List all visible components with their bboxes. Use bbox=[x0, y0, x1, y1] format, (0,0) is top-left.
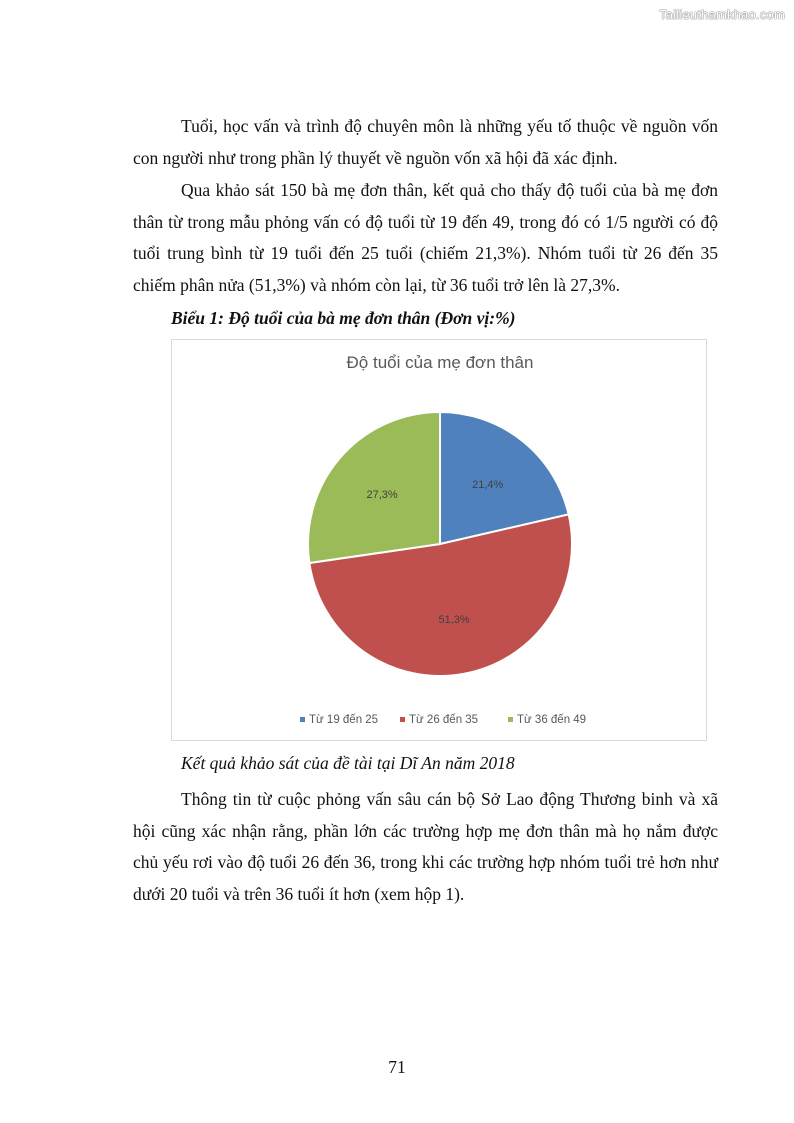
legend-label: Từ 19 đến 25 bbox=[309, 714, 379, 726]
paragraph-1: Tuổi, học vấn và trình độ chuyên môn là những yếu tố thuộc về nguồn vốn con người như trong phần lý thuyết về nguồn vốn xã hội đã xác định. bbox=[133, 116, 718, 168]
chart-legend bbox=[300, 714, 586, 726]
pie-slices bbox=[308, 412, 572, 676]
pie-slice bbox=[308, 412, 440, 563]
page-number: 71 bbox=[388, 1057, 406, 1077]
legend-label: Từ 26 đến 35 bbox=[409, 714, 479, 726]
pie-chart bbox=[171, 339, 707, 741]
legend-swatch bbox=[400, 717, 405, 722]
pie-data-label: 27,3% bbox=[366, 488, 398, 501]
pie-data-label: 21,4% bbox=[472, 479, 504, 492]
pie-data-label: 51,3% bbox=[438, 614, 470, 627]
pie-chart-svg bbox=[172, 340, 708, 742]
legend-swatch bbox=[508, 717, 513, 722]
legend-label: Từ 36 đến 49 bbox=[517, 714, 587, 726]
figure-source: Kết quả khảo sát của đề tài tại Dĩ An năm 2018 bbox=[181, 753, 515, 773]
paragraph-2: Qua khảo sát 150 bà mẹ đơn thân, kết quả cho thấy độ tuổi của bà mẹ đơn thân từ trong mẫu phỏng vấn có độ tuổi từ 19 đến 49, trong đó có 1/5 người có độ tuổi trung bình từ 19 tuổi đến 25 tuổi (chiếm 21,3%). Nhóm tuổi từ 26 đến 35 chiếm phân nửa (51,3%) và nhóm còn lại, từ 36 tuổi trở lên là 27,3%. bbox=[133, 180, 718, 295]
figure-caption: Biểu 1: Độ tuổi của bà mẹ đơn thân (Đơn vị:%) bbox=[171, 308, 516, 328]
watermark: Tailieuthamkhao.com bbox=[659, 7, 785, 22]
chart-title: Độ tuổi của mẹ đơn thân bbox=[346, 353, 534, 372]
legend-swatch bbox=[300, 717, 305, 722]
paragraph-3: Thông tin từ cuộc phỏng vấn sâu cán bộ Sở Lao động Thương binh và xã hội cũng xác nhận rằng, phần lớn các trường hợp mẹ đơn thân mà họ nắm được chủ yếu rơi vào độ tuổi 26 đến 36, trong khi các trường hợp nhóm tuổi trẻ hơn như dưới 20 tuổi và trên 36 tuổi ít hơn (xem hộp 1). bbox=[133, 789, 718, 904]
